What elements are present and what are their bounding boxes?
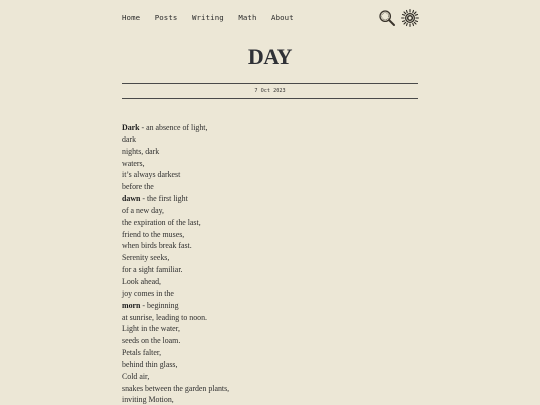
poem-line — [122, 371, 422, 383]
poem-line-text: Petals falter, — [122, 348, 162, 358]
nav-link-writing[interactable]: Writing — [191, 13, 224, 22]
poem-line-text: dark — [122, 134, 137, 144]
post-date: 7 Oct 2023 — [254, 88, 286, 94]
top-nav — [122, 13, 308, 22]
nav-link-about[interactable]: About — [271, 13, 294, 22]
title-divider-top — [122, 83, 418, 84]
poem-line-text: - the first light — [140, 194, 188, 204]
poem-line-text: seeds on the loam. — [122, 336, 181, 346]
poem-line — [122, 312, 422, 324]
poem-line — [122, 383, 422, 395]
poem-line-text: Serenity seeks, — [122, 253, 170, 263]
poem-line — [122, 193, 422, 205]
poem-line-text: for a sight familiar. — [122, 265, 183, 275]
poem-line — [122, 158, 422, 170]
poem-line-text: before the — [122, 182, 154, 192]
sun-icon[interactable] — [401, 9, 419, 27]
poem-line — [122, 169, 422, 181]
poem-line-text: inviting Motion, — [122, 395, 174, 405]
poem-line — [122, 146, 422, 158]
poem-line — [122, 347, 422, 359]
poem-line — [122, 300, 422, 312]
poem-line — [122, 252, 422, 264]
nav-link-home[interactable]: Home — [122, 13, 141, 22]
poem-line — [122, 217, 422, 229]
poem-body — [122, 122, 422, 405]
search-icon[interactable] — [378, 9, 396, 27]
poem-line — [122, 240, 422, 252]
poem-line-text: at sunrise, leading to noon. — [122, 312, 208, 322]
poem-line — [122, 229, 422, 241]
poem-line-text: waters, — [122, 158, 145, 168]
poem-line-text: joy comes in the — [122, 288, 174, 298]
poem-line — [122, 288, 422, 300]
poem-line — [122, 276, 422, 288]
nav-link-posts[interactable]: Posts — [154, 13, 178, 22]
poem-keyword: dawn — [122, 194, 141, 204]
page-title: DAY — [247, 44, 293, 69]
poem-line — [122, 264, 422, 276]
poem-line-text: - beginning — [140, 300, 179, 310]
poem-keyword: Dark — [122, 123, 140, 132]
poem-line-text: friend to the muses, — [122, 229, 185, 239]
poem-line-text: nights, dark — [122, 146, 160, 156]
poem-line-text: it’s always darkest — [122, 170, 181, 180]
poem-line-text: when birds break fast. — [122, 241, 192, 251]
poem-line — [122, 394, 422, 405]
title-divider-bottom — [122, 98, 418, 99]
poem-line — [122, 335, 422, 347]
poem-line — [122, 122, 422, 134]
nav-link-math[interactable]: Math — [238, 13, 257, 22]
poem-line — [122, 323, 422, 335]
poem-keyword: morn — [122, 300, 141, 310]
poem-line-text: - an absence of light, — [139, 123, 208, 132]
poem-line-text: Light in the water, — [122, 324, 180, 334]
poem-line-text: the expiration of the last, — [122, 217, 201, 227]
poem-line-text: of a new day, — [122, 205, 164, 215]
poem-line — [122, 134, 422, 146]
poem-line-text: behind thin glass, — [122, 359, 178, 369]
poem-line — [122, 205, 422, 217]
poem-line — [122, 359, 422, 371]
header-actions — [378, 9, 419, 27]
poem-line-text: Look ahead, — [122, 276, 161, 286]
poem-line-text: snakes between the garden plants, — [122, 383, 230, 393]
poem-line-text: Cold air, — [122, 371, 150, 381]
poem-line — [122, 181, 422, 193]
